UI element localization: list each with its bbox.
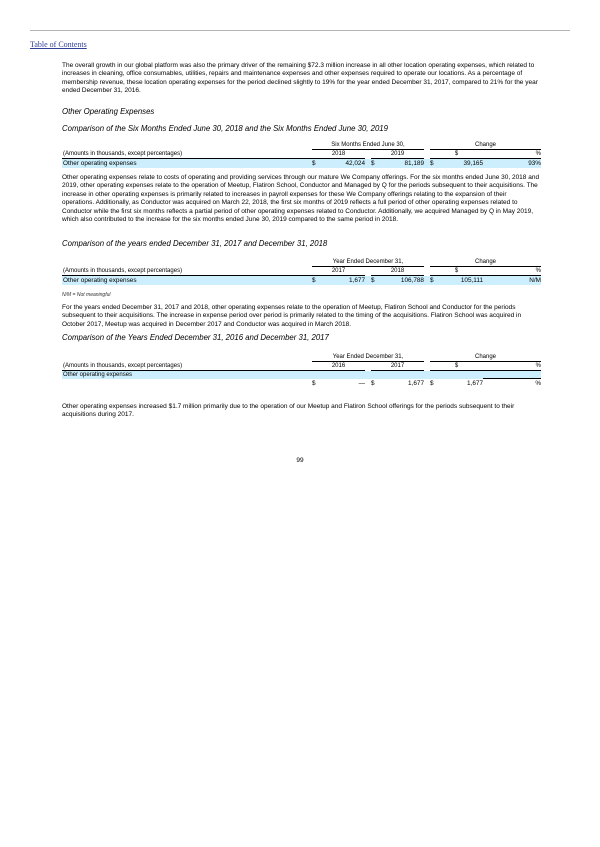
paragraph-2016-2017-explanation: Other operating expenses increased $1.7 million primarily due to the operation of our Meetup and Flatiron School offerings for the periods subsequent to their acquisitions during 2017. [62, 403, 515, 419]
table2-change-header: Change [430, 258, 541, 267]
table1-change-header: Change [430, 141, 541, 150]
table2-val-d: N/M [483, 276, 541, 286]
table3-cur-c: $ [430, 379, 434, 387]
table2-val-c: 105,111 [443, 276, 483, 286]
table3-amounts-label: (Amounts in thousands, except percentages) [62, 362, 312, 371]
paragraph-2017-2018-explanation: For the years ended December 31, 2017 and 2018, other operating expenses relate to the operation of Meetup, Flatiron School and Conductor for the periods subsequent to their acquisitions. The increase in expense period over period is primarily related to the timing of the acquisitions. Flatiron School was acquired in October 2017, Meetup was acquired in December 2017 and Conductor was acquired in March 2018. [62, 304, 522, 328]
nm-footnote: N/M = Not meaningful [62, 292, 111, 298]
table3-row-label: Other operating expenses [62, 371, 312, 379]
table1-period-header: Six Months Ended June 30, [312, 141, 424, 150]
top-rule [30, 30, 570, 31]
table2-val-b: 106,788 [384, 276, 424, 286]
table-2017-2018 [62, 258, 541, 285]
table2-col-d: % [483, 267, 541, 276]
table2-col-c: $ [430, 267, 483, 276]
table2-row-label: Other operating expenses [62, 276, 312, 286]
table3-val-c: 1,677 [467, 379, 483, 387]
table3-col-c: $ [430, 362, 483, 371]
table3-val-d: % [535, 380, 541, 387]
table1-row-label: Other operating expenses [62, 159, 312, 169]
table2-cur-b: $ [371, 276, 384, 286]
table1-val-b: 81,189 [384, 159, 424, 169]
table3-change-header: Change [430, 353, 541, 362]
table1-col-a: 2018 [312, 150, 365, 159]
table1-val-a: 42,024 [325, 159, 365, 169]
table3-val-b: 1,677 [408, 379, 424, 387]
table3-col-d: % [483, 362, 541, 371]
table2-col-a: 2017 [312, 267, 365, 276]
table1-col-d: % [483, 150, 541, 159]
table3-period-header: Year Ended December 31, [312, 353, 424, 362]
table-2016-2017 [62, 353, 541, 388]
table1-col-b: 2019 [371, 150, 424, 159]
table2-col-b: 2018 [371, 267, 424, 276]
paragraph-six-months-explanation: Other operating expenses relate to costs of operating and providing services through our mature We Company offerings. For the six months ended June 30, 2018 and 2019, other operating expenses relate to the operation of Meetup, Flatiron School, Conductor and Managed by Q for the periods subsequent to their acquisitions. The increase in other operating expenses is primarily related to increases in payroll expenses for these We Company offerings relating to the expansion of their operations. Additionally, as Conductor was acquired on March 22, 2018, the first six months of 2019 reflects a full period of other operating expenses related to Conductor while the first six months reflects a partial period of other operating expenses related to Conductor. Additionally, we acquired Managed by Q in May 2019, which also contributed to the increase for the six months ended June 30, 2019 compared to the same period in 2018. [62, 174, 540, 224]
table1-cur-a: $ [312, 159, 325, 169]
heading-six-months-comparison: Comparison of the Six Months Ended June 30, 2018 and the Six Months Ended June 30, 2019 [62, 124, 388, 133]
table1-cur-c: $ [430, 159, 443, 169]
heading-2016-2017-comparison: Comparison of the Years Ended December 31, 2016 and December 31, 2017 [62, 333, 329, 342]
table1-cur-b: $ [371, 159, 384, 169]
table1-val-d: 93% [483, 159, 541, 169]
table3-val-a: — [358, 379, 365, 387]
table-six-months [62, 141, 541, 168]
table3-col-b: 2017 [371, 362, 424, 371]
page-number: 99 [296, 457, 304, 464]
table2-val-a: 1,677 [325, 276, 365, 286]
table1-col-c: $ [430, 150, 483, 159]
table3-cur-b: $ [371, 379, 375, 387]
paragraph-location-expenses: The overall growth in our global platform was also the primary driver of the remaining $72.3 million increase in all other location operating expenses, which related to increases in cleaning, office consumables, utilities, repairs and maintenance expenses and other expenses required to operate our locations. As a percentage of membership revenue, these location operating expenses for the period declined slightly to 19% for the year ended December 31, 2017, compared to 21% for the year ended December 31, 2016. [62, 62, 538, 95]
table2-amounts-label: (Amounts in thousands, except percentages) [62, 267, 312, 276]
table1-val-c: 39,165 [443, 159, 483, 169]
table3-cur-a: $ [312, 379, 316, 387]
table3-col-a: 2016 [312, 362, 365, 371]
table-of-contents-link[interactable]: Table of Contents [30, 40, 87, 49]
table2-cur-a: $ [312, 276, 325, 286]
heading-2017-2018-comparison: Comparison of the years ended December 31, 2017 and December 31, 2018 [62, 239, 328, 248]
table1-amounts-label: (Amounts in thousands, except percentages) [62, 150, 312, 159]
table2-period-header: Year Ended December 31, [312, 258, 424, 267]
table2-cur-c: $ [430, 276, 443, 286]
heading-other-operating-expenses: Other Operating Expenses [62, 107, 155, 116]
